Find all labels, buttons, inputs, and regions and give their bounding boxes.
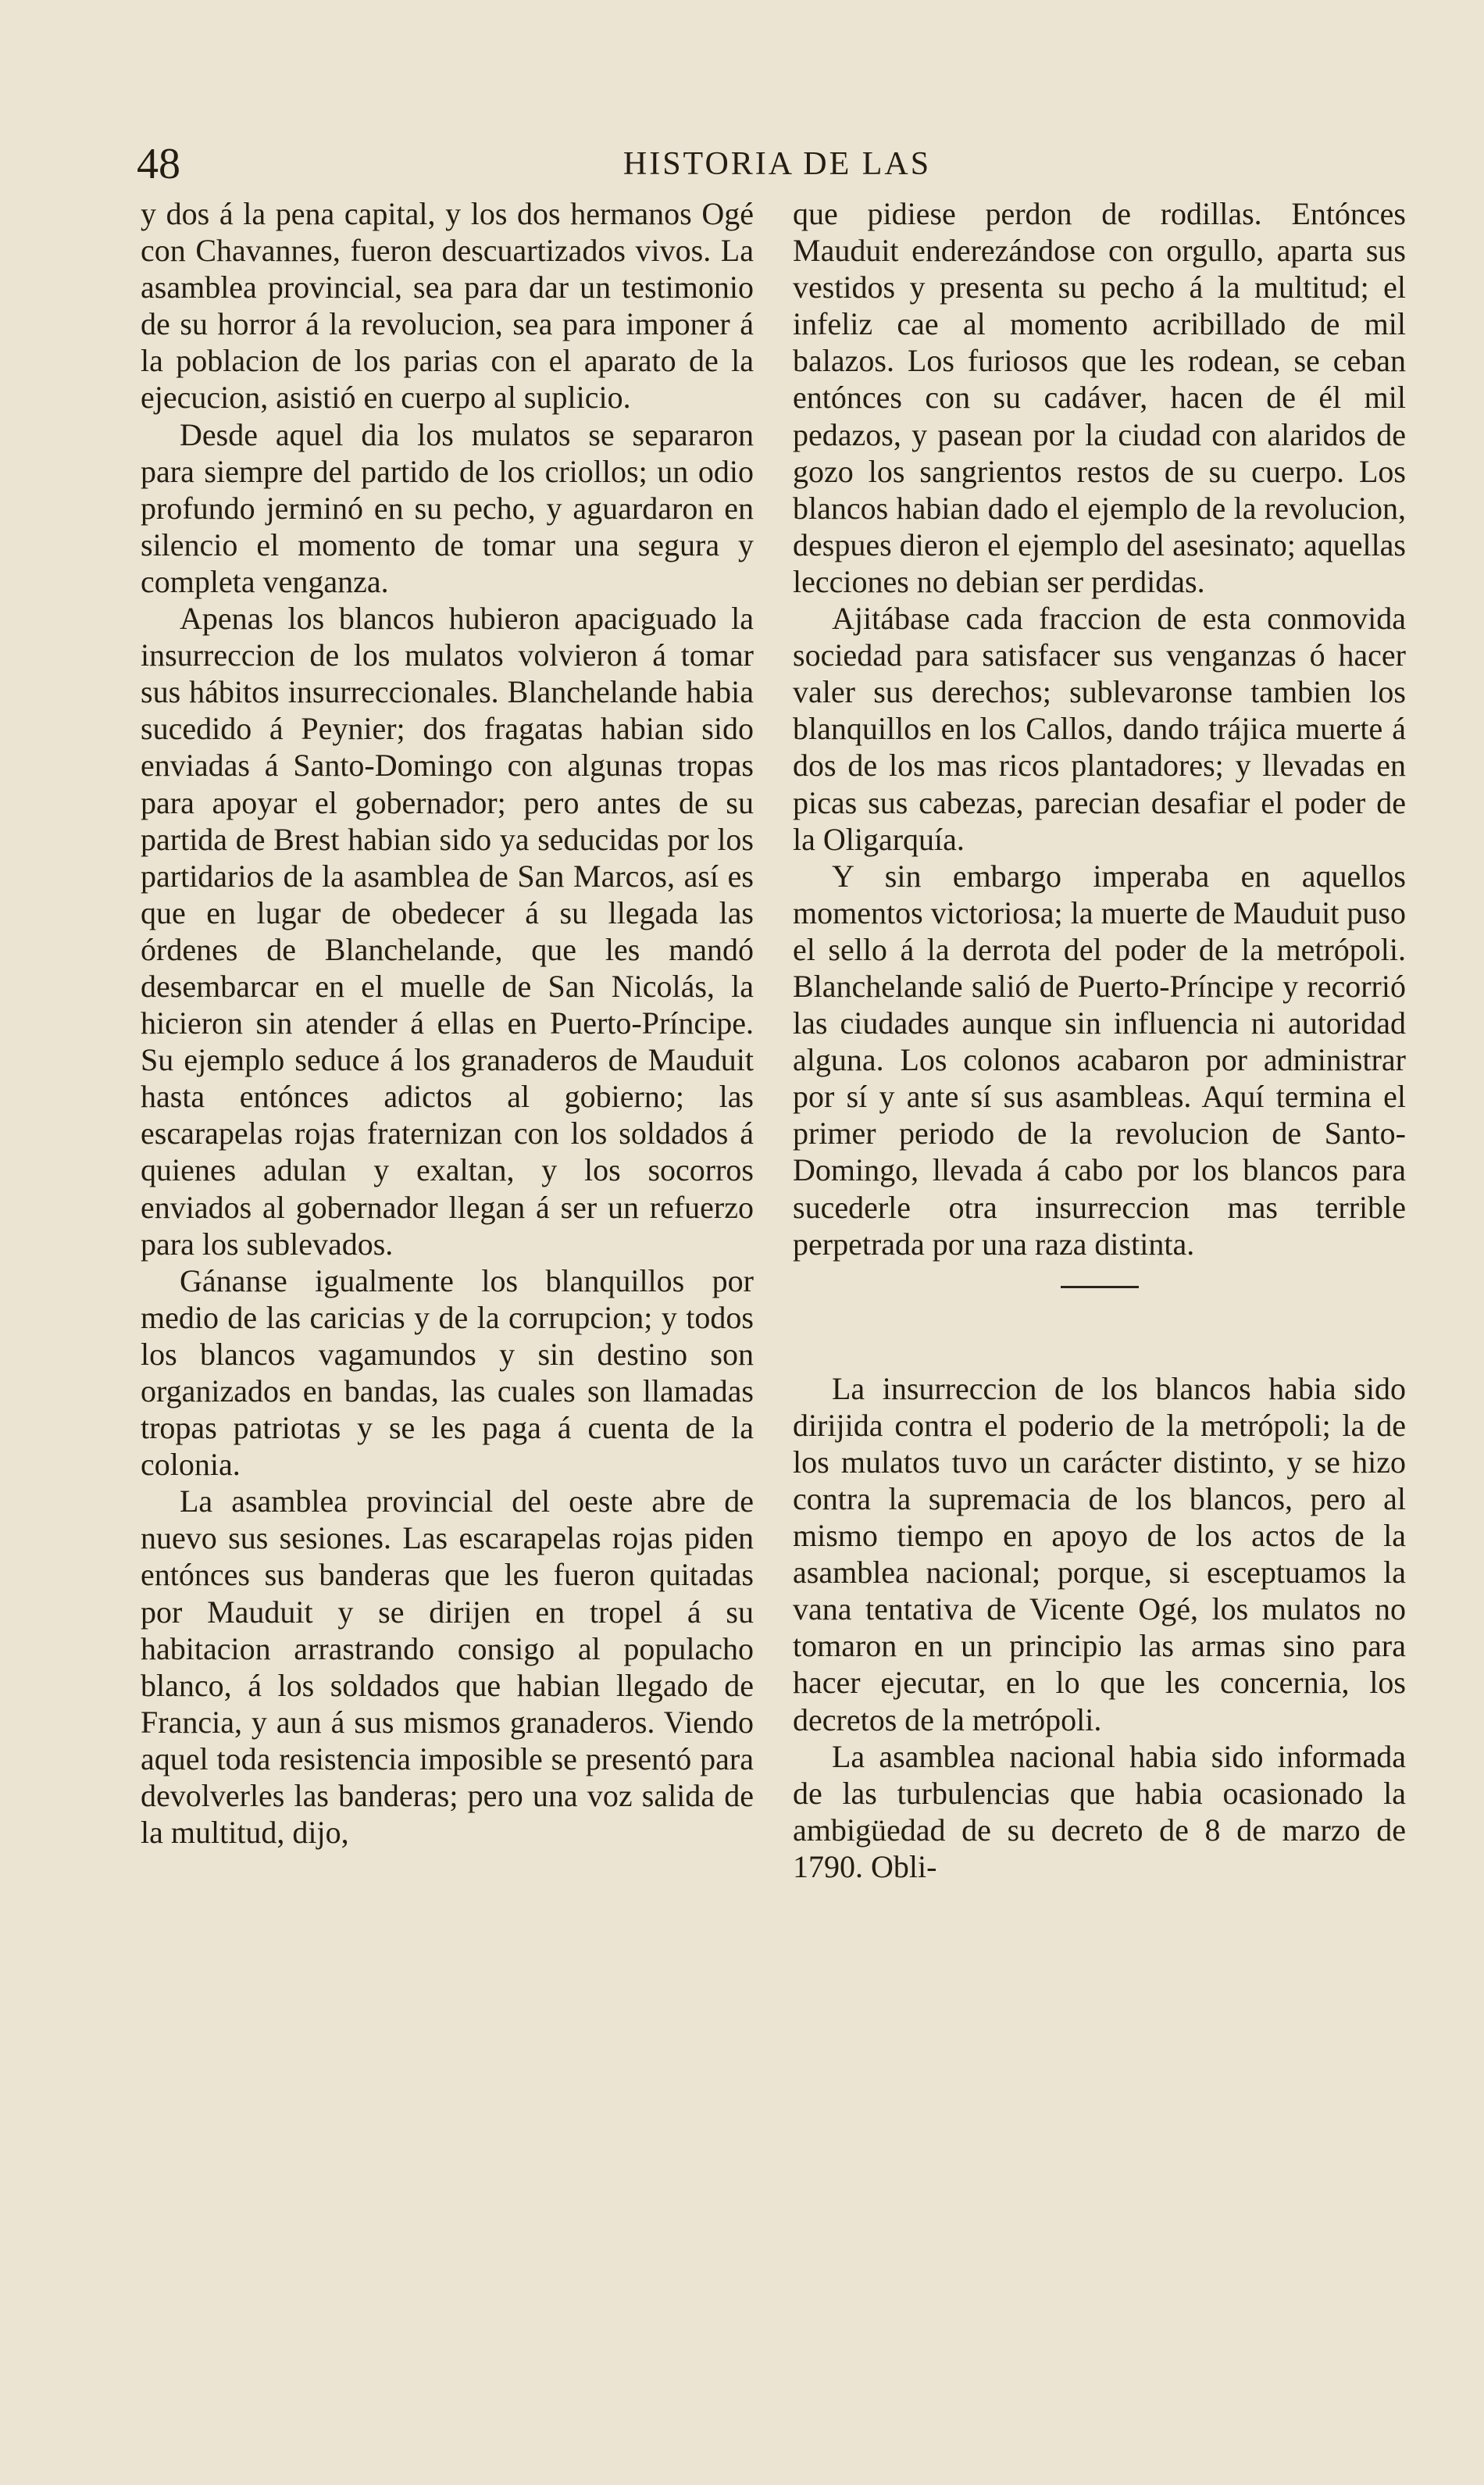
paragraph: Ajitábase cada fraccion de esta conmovida sociedad para satisfacer sus venganzas ó hacer valer sus derechos; sublevaronse tambien los blanquillos en los Callos, dando trájica muerte á dos de los mas ricos plantadores; y llevadas en picas sus cabezas, parecian desafiar el poder de la Oligarquía. <box>793 601 1406 857</box>
section-separator <box>1061 1286 1139 1288</box>
paragraph: Gánanse igualmente los blanquillos por medio de las caricias y de la corrupcion; y todos los blancos vagamundos y sin destino son organizados en bandas, las cuales son llamadas tropas patriotas y se les paga á cuenta de la colonia. <box>141 1262 754 1483</box>
left-column <box>141 195 754 1851</box>
paragraph: La insurreccion de los blancos habia sido dirijida contra el poderio de la metrópoli; la de los mulatos tuvo un carácter distinto, y se hizo contra la supremacia de los blancos, pero al mismo tiempo en apoyo de los actos de la asamblea nacional; porque, si esceptuamos la vana tentativa de Vicente Ogé, los mulatos no tomaron en un principio las armas sino para hacer ejecutar, en lo que les concernia, los decretos de la metrópoli. <box>793 1370 1406 1737</box>
paragraph: La asamblea nacional habia sido informada de las turbulencias que habia ocasionado la ambigüedad de su decreto de 8 de marzo de 1790. Obli- <box>793 1738 1406 1884</box>
paragraph: La asamblea provincial del oeste abre de nuevo sus sesiones. Las escarapelas rojas piden entónces sus banderas que les fueron quitadas por Mauduit y se dirijen en tropel á su habitacion arrastrando consigo al populacho blanco, á los soldados que habian llegado de Francia, y aun á sus mismos granaderos. Viendo aquel toda resistencia imposible se presentó para devolverles las banderas; pero una voz salida de la multitud, dijo, <box>141 1484 754 1851</box>
paragraph: y dos á la pena capital, y los dos hermanos Ogé con Chavannes, fueron descuartizados vivos. La asamblea provincial, sea para dar un testimonio de su horror á la revolucion, sea para imponer á la poblacion de los parias con el aparato de la ejecucion, asistió en cuerpo al suplicio. <box>141 196 754 416</box>
paragraph: que pidiese perdon de rodillas. Entónces Mauduit enderezándose con orgullo, aparta sus vestidos y presenta su pecho á la multitud; el infeliz cae al momento acribillado de mil balazos. Los furiosos que les rodean, se ceban entónces con su cadáver, hacen de él mil pedazos, y pasean por la ciudad con alaridos de gozo los sangrientos restos de su cuerpo. Los blancos habian dado el ejemplo de la revolucion, despues dieron el ejemplo del asesinato; aquellas lecciones no debian ser perdidas. <box>793 196 1406 599</box>
running-title: HISTORIA DE LAS <box>622 146 932 182</box>
paragraph: Desde aquel dia los mulatos se separaron para siempre del partido de los criollos; un odio profundo jerminó en su pecho, y aguardaron en silencio el momento de tomar una segura y completa venganza. <box>141 416 754 599</box>
paragraph: Apenas los blancos hubieron apaciguado la insurreccion de los mulatos volvieron á tomar sus hábitos insurreccionales. Blanchelande habia sucedido á Peynier; dos fragatas habian sido enviadas á Santo-Domingo con algunas tropas para apoyar el gobernador; pero antes de su partida de Brest habian sido ya seducidas por los partidarios de la asamblea de San Marcos, así es que en lugar de obedecer á su llegada las órdenes de Blanchelande, que les mandó desembarcar en el muelle de San Nicolás, la hicieron sin atender á ellas en Puerto-Príncipe. Su ejemplo seduce á los granaderos de Mauduit hasta entónces adictos al gobierno; las escarapelas rojas fraternizan con los soldados á quienes adulan y exaltan, y los socorros enviados al gobernador llegan á ser un refuerzo para los sublevados. <box>141 601 754 1262</box>
page-number: 48 <box>137 140 180 188</box>
right-column <box>793 195 1406 1885</box>
page-header <box>137 141 1418 187</box>
paragraph: Y sin embargo imperaba en aquellos momentos victoriosa; la muerte de Mauduit puso el sello á la derrota del poder de la metrópoli. Blanchelande salió de Puerto-Príncipe y recorrió las ciudades aunque sin influencia ni autoridad alguna. Los colonos acabaron por administrar por sí y ante sí sus asambleas. Aquí termina el primer periodo de la revolucion de Santo-Domingo, llevada á cabo por los blancos para sucederle otra insurreccion mas terrible perpetrada por una raza distinta. <box>793 858 1406 1262</box>
